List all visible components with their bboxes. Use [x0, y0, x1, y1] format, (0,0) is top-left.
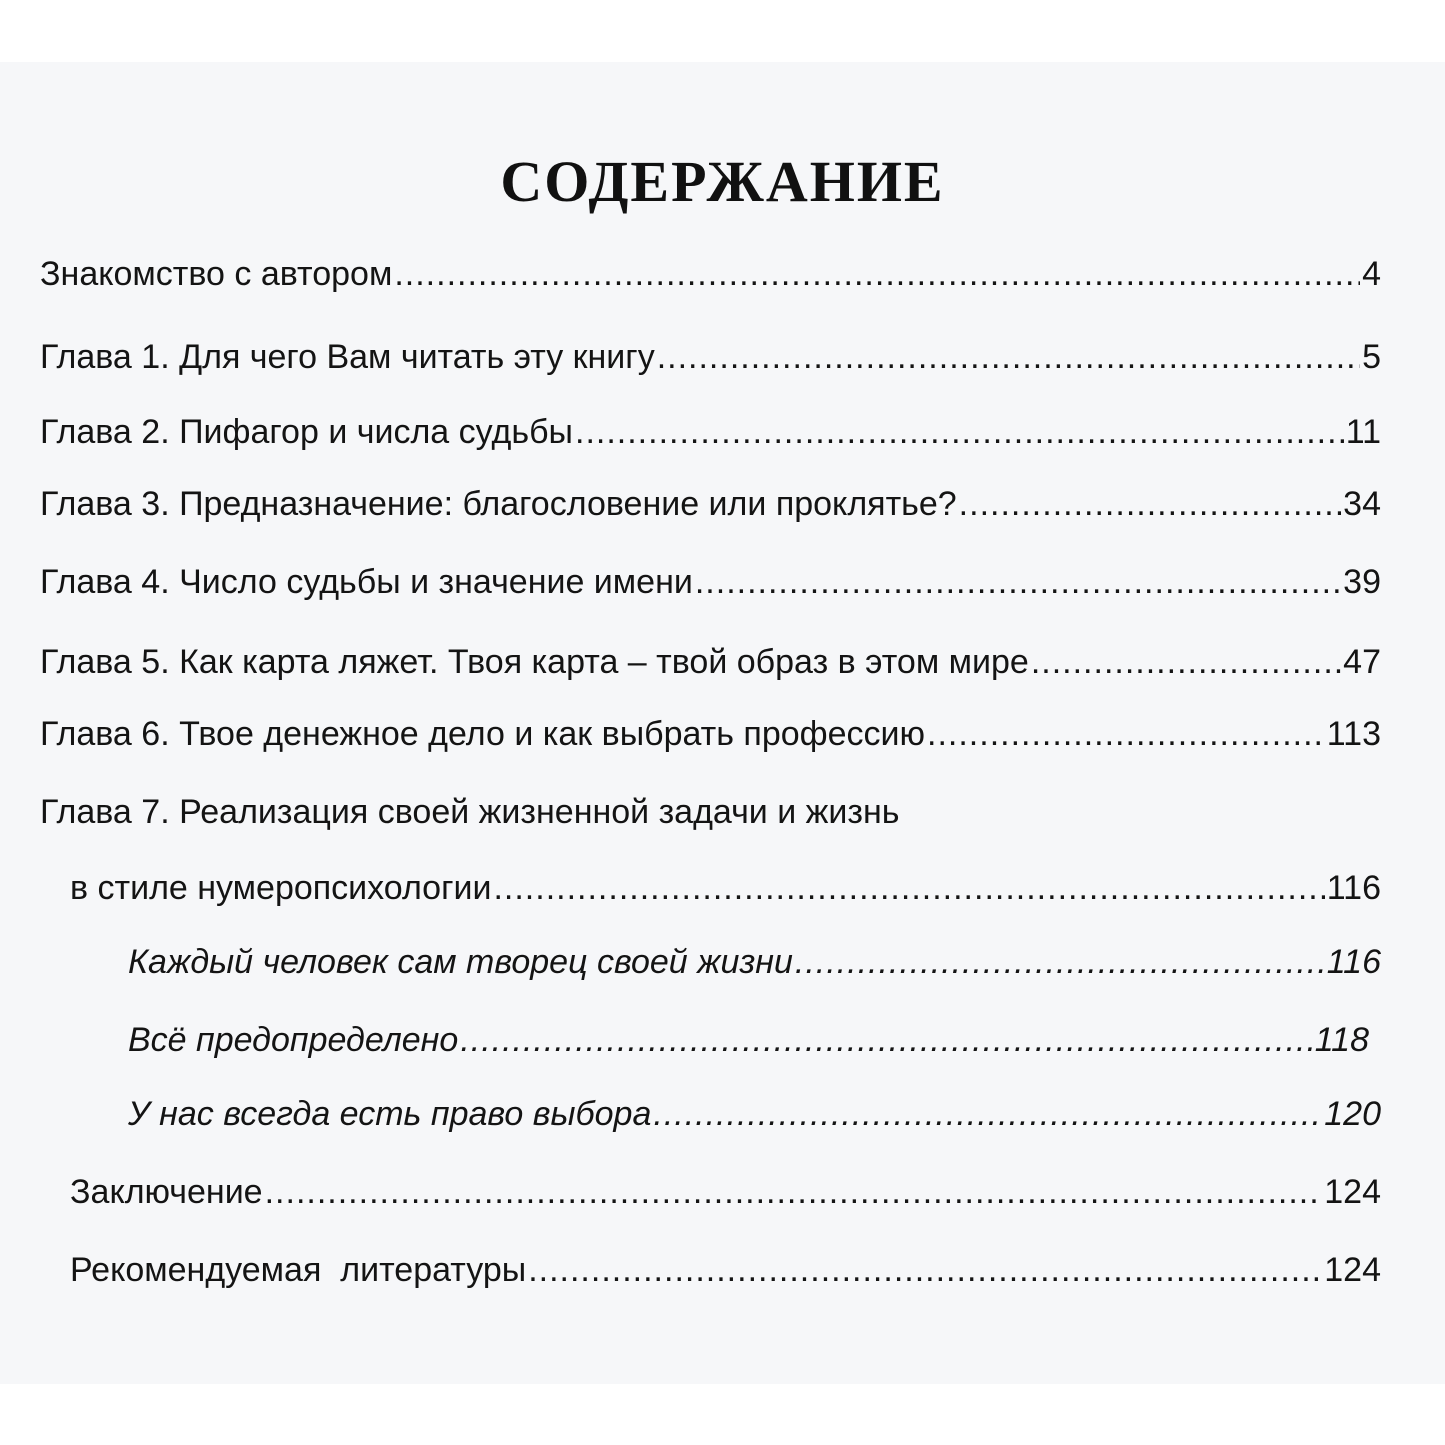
toc-entry-chapter-5 [40, 642, 1381, 682]
toc-page-number: 116 [1326, 869, 1381, 907]
toc-entry-label: Глава 3. Предназначение: благословение или проклятье? [40, 485, 957, 523]
dot-leader [1031, 642, 1341, 682]
toc-entry-label: Каждый человек сам творец своей жизни [128, 943, 793, 981]
book-page [0, 62, 1445, 1384]
toc-entry-conclusion [70, 1172, 1381, 1212]
dot-leader [528, 1250, 1322, 1290]
dot-leader [394, 254, 1360, 294]
dot-leader [575, 412, 1344, 452]
dot-leader [265, 1172, 1323, 1212]
toc-entry-chapter-4 [40, 562, 1381, 602]
toc-page-number: 4 [1362, 255, 1381, 293]
toc-entry-label: У нас всегда есть право выбора [128, 1095, 652, 1133]
dot-leader [657, 337, 1360, 377]
toc-page-number: 124 [1324, 1173, 1381, 1211]
toc-page-number: 116 [1326, 943, 1381, 981]
toc-entry-chapter-6 [40, 714, 1381, 754]
table-of-contents [0, 62, 1445, 1384]
toc-entry-chapter-1 [40, 337, 1381, 377]
toc-subentry-1 [128, 942, 1381, 982]
toc-entry-chapter-2 [40, 412, 1381, 452]
toc-entry-label: Глава 4. Число судьбы и значение имени [40, 563, 693, 601]
dot-leader [695, 562, 1341, 602]
page-title: СОДЕРЖАНИЕ [500, 149, 945, 214]
toc-entry-chapter-3 [40, 484, 1381, 524]
toc-page-number: 11 [1345, 413, 1381, 451]
toc-page-number: 5 [1362, 338, 1381, 376]
toc-subentry-3 [128, 1094, 1381, 1134]
toc-page-number: 47 [1343, 643, 1381, 681]
toc-page-number: 34 [1343, 485, 1381, 523]
dot-leader [927, 714, 1325, 754]
toc-entry-chapter-7 [70, 868, 1381, 908]
toc-entry-label: в стиле нумеропсихологии [70, 869, 492, 907]
toc-entry-label: Заключение [70, 1173, 263, 1211]
toc-entry-label: Глава 6. Твое денежное дело и как выбрать профессию [40, 715, 926, 753]
toc-entry-label: Рекомендуемая литературы [70, 1251, 527, 1289]
toc-page-number: 39 [1343, 563, 1381, 601]
toc-entry-chapter-7-line-1: Глава 7. Реализация своей жизненной задачи и жизнь [40, 793, 900, 831]
toc-entry-author [40, 254, 1381, 294]
toc-page-number: 124 [1324, 1251, 1381, 1289]
toc-entry-label: Всё предопределено [128, 1021, 459, 1059]
toc-page-number: 113 [1326, 715, 1381, 753]
toc-page-number: 118 [1314, 1021, 1369, 1059]
dot-leader [493, 868, 1324, 908]
toc-entry-literature [70, 1250, 1381, 1290]
toc-subentry-2 [128, 1020, 1369, 1060]
toc-page-number: 120 [1324, 1095, 1381, 1133]
dot-leader [795, 942, 1325, 982]
toc-entry-label: Глава 1. Для чего Вам читать эту книгу [40, 338, 655, 376]
toc-entry-label: Глава 5. Как карта ляжет. Твоя карта – твой образ в этом мире [40, 643, 1029, 681]
toc-entry-label: Знакомство с автором [40, 255, 393, 293]
toc-entry-label: Глава 2. Пифагор и числа судьбы [40, 413, 573, 451]
dot-leader [653, 1094, 1322, 1134]
dot-leader [460, 1020, 1312, 1060]
dot-leader [959, 484, 1342, 524]
